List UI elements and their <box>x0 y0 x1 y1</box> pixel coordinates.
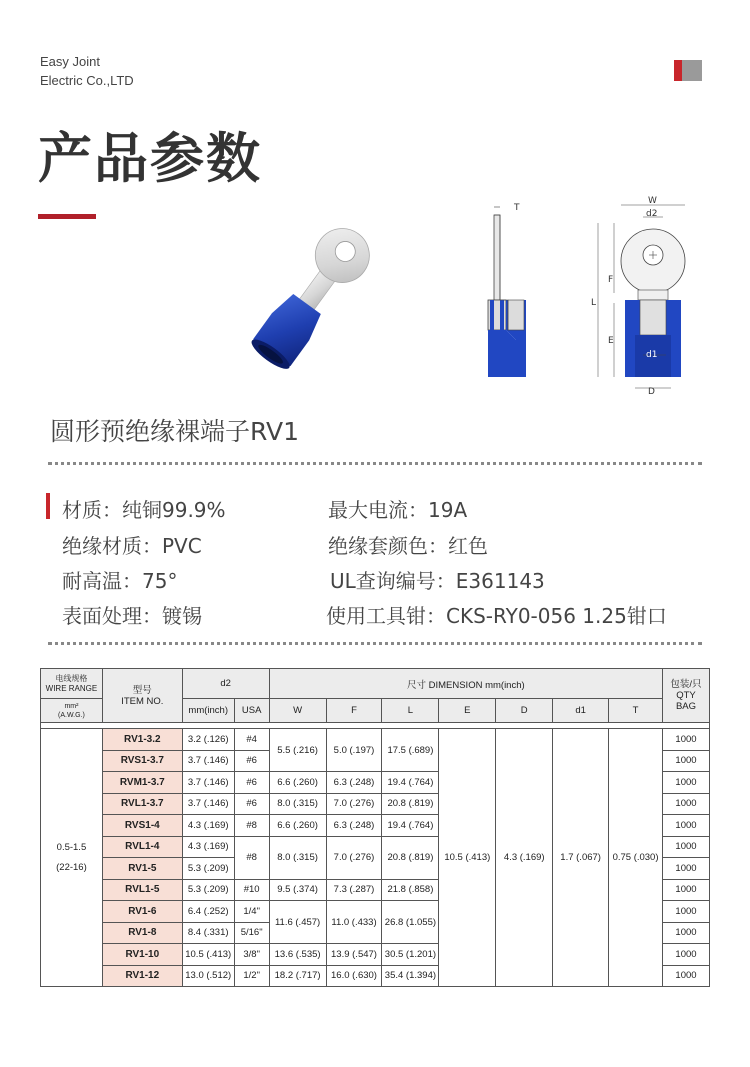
cell-w: 8.0 (.315) <box>269 793 326 815</box>
dimension-drawing <box>478 195 708 395</box>
dim-label-d1: d1 <box>646 350 658 360</box>
spec-max-current: 最大电流：19A <box>328 498 468 522</box>
header-l: L <box>382 699 439 723</box>
cell-l: 19.4 (.764) <box>382 815 439 837</box>
header-qty: 包装/只 QTY BAG <box>663 669 710 723</box>
divider-dotted <box>48 462 702 465</box>
header-e: E <box>439 699 496 723</box>
header-w: W <box>269 699 326 723</box>
dim-label-W: W <box>648 196 657 206</box>
header-d2: d2 <box>182 669 269 699</box>
cell-d2-mm: 3.7 (.146) <box>182 793 234 815</box>
cell-d2-mm: 4.3 (.169) <box>182 836 234 858</box>
page-title: 产品参数 <box>38 127 262 190</box>
cell-usa: #8 <box>234 836 269 879</box>
company-name <box>40 52 134 90</box>
dim-label-F: F <box>608 275 614 285</box>
cell-d2-mm: 5.3 (.209) <box>182 858 234 880</box>
spec-accent-bar <box>46 493 50 519</box>
cell-f: 11.0 (.433) <box>326 901 382 944</box>
cell-qty: 1000 <box>663 901 710 923</box>
cell-usa: 5/16" <box>234 922 269 944</box>
cell-qty: 1000 <box>663 750 710 772</box>
spec-sleeve-color: 绝缘套颜色：红色 <box>328 534 488 558</box>
cell-d2-mm: 3.2 (.126) <box>182 729 234 751</box>
cell-qty: 1000 <box>663 944 710 966</box>
cell-qty: 1000 <box>663 858 710 880</box>
cell-usa: #6 <box>234 750 269 772</box>
cell-d2-mm: 8.4 (.331) <box>182 922 234 944</box>
spec-insulation-material: 绝缘材质：PVC <box>62 534 202 558</box>
cell-f: 13.9 (.547) <box>326 944 382 966</box>
dim-label-E: E <box>608 336 614 346</box>
spec-heat-resist: 耐高温：75° <box>62 569 178 593</box>
cell-d1: 1.7 (.067) <box>553 729 609 987</box>
cell-item: RVM1-3.7 <box>102 772 182 794</box>
cell-item: RV1-3.2 <box>102 729 182 751</box>
cell-qty: 1000 <box>663 922 710 944</box>
cell-item: RVS1-3.7 <box>102 750 182 772</box>
product-photo <box>225 215 395 385</box>
cell-f: 6.3 (.248) <box>326 772 382 794</box>
dim-label-d2: d2 <box>646 209 658 219</box>
dimension-table <box>40 668 710 987</box>
cell-usa: #8 <box>234 815 269 837</box>
spec-surface: 表面处理：镀锡 <box>62 604 202 628</box>
spec-tool: 使用工具钳：CKS-RY0-056 1.25钳口 <box>326 604 667 628</box>
header-f: F <box>326 699 382 723</box>
cell-w: 6.6 (.260) <box>269 772 326 794</box>
header-wire-unit: mm² (A.W.G.) <box>41 699 103 723</box>
cell-f: 6.3 (.248) <box>326 815 382 837</box>
cell-usa: 1/2" <box>234 965 269 987</box>
cell-d2-mm: 4.3 (.169) <box>182 815 234 837</box>
cell-l: 19.4 (.764) <box>382 772 439 794</box>
cell-usa: #6 <box>234 772 269 794</box>
cell-qty: 1000 <box>663 965 710 987</box>
cell-f: 5.0 (.197) <box>326 729 382 772</box>
cell-qty: 1000 <box>663 729 710 751</box>
cell-usa: #10 <box>234 879 269 901</box>
cell-item: RV1-6 <box>102 901 182 923</box>
cell-usa: #6 <box>234 793 269 815</box>
dim-label-D: D <box>648 387 655 395</box>
cell-d2-mm: 6.4 (.252) <box>182 901 234 923</box>
cell-item: RVL1-4 <box>102 836 182 858</box>
cell-f: 7.0 (.276) <box>326 793 382 815</box>
header-d: D <box>496 699 553 723</box>
header-t: T <box>609 699 663 723</box>
company-line-2: Electric Co.,LTD <box>40 73 134 88</box>
header-usa: USA <box>234 699 269 723</box>
header-mm: mm(inch) <box>182 699 234 723</box>
brand-mark-icon <box>674 60 702 81</box>
cell-item: RVS1-4 <box>102 815 182 837</box>
header-d1: d1 <box>553 699 609 723</box>
cell-l: 20.8 (.819) <box>382 793 439 815</box>
cell-qty: 1000 <box>663 793 710 815</box>
cell-wire-range: 0.5-1.5 (22-16) <box>41 729 103 987</box>
cell-f: 16.0 (.630) <box>326 965 382 987</box>
cell-qty: 1000 <box>663 772 710 794</box>
cell-l: 21.8 (.858) <box>382 879 439 901</box>
company-line-1: Easy Joint <box>40 54 100 69</box>
cell-w: 6.6 (.260) <box>269 815 326 837</box>
cell-item: RV1-5 <box>102 858 182 880</box>
divider-dotted <box>48 642 702 645</box>
header-wire-range: 电线规格 WIRE RANGE <box>41 669 103 699</box>
cell-l: 26.8 (1.055) <box>382 901 439 944</box>
cell-d: 4.3 (.169) <box>496 729 553 987</box>
cell-d2-mm: 5.3 (.209) <box>182 879 234 901</box>
product-name: 圆形预绝缘裸端子RV1 <box>50 417 300 446</box>
cell-l: 30.5 (1.201) <box>382 944 439 966</box>
header-dimension: 尺寸 DIMENSION mm(inch) <box>269 669 662 699</box>
dim-label-L: L <box>591 298 597 308</box>
cell-item: RV1-12 <box>102 965 182 987</box>
cell-t: 0.75 (.030) <box>609 729 663 987</box>
cell-item: RVL1-5 <box>102 879 182 901</box>
cell-w: 13.6 (.535) <box>269 944 326 966</box>
header-item-no: 型号 ITEM NO. <box>102 669 182 723</box>
cell-usa: 1/4" <box>234 901 269 923</box>
cell-l: 35.4 (1.394) <box>382 965 439 987</box>
cell-w: 18.2 (.717) <box>269 965 326 987</box>
dim-label-T: T <box>514 203 520 213</box>
cell-qty: 1000 <box>663 879 710 901</box>
cell-item: RV1-10 <box>102 944 182 966</box>
cell-f: 7.0 (.276) <box>326 836 382 879</box>
cell-w: 9.5 (.374) <box>269 879 326 901</box>
cell-qty: 1000 <box>663 815 710 837</box>
cell-e: 10.5 (.413) <box>439 729 496 987</box>
cell-f: 7.3 (.287) <box>326 879 382 901</box>
cell-l: 20.8 (.819) <box>382 836 439 879</box>
cell-usa: 3/8" <box>234 944 269 966</box>
cell-l: 17.5 (.689) <box>382 729 439 772</box>
table-row <box>41 729 710 751</box>
cell-d2-mm: 3.7 (.146) <box>182 750 234 772</box>
cell-w: 11.6 (.457) <box>269 901 326 944</box>
cell-item: RV1-8 <box>102 922 182 944</box>
cell-qty: 1000 <box>663 836 710 858</box>
title-underline <box>38 214 96 219</box>
spec-material: 材质：纯铜99.9% <box>62 498 226 522</box>
cell-w: 8.0 (.315) <box>269 836 326 879</box>
cell-usa: #4 <box>234 729 269 751</box>
cell-d2-mm: 10.5 (.413) <box>182 944 234 966</box>
cell-item: RVL1-3.7 <box>102 793 182 815</box>
cell-d2-mm: 13.0 (.512) <box>182 965 234 987</box>
cell-d2-mm: 3.7 (.146) <box>182 772 234 794</box>
cell-w: 5.5 (.216) <box>269 729 326 772</box>
spec-ul-number: UL查询编号：E361143 <box>330 569 545 593</box>
